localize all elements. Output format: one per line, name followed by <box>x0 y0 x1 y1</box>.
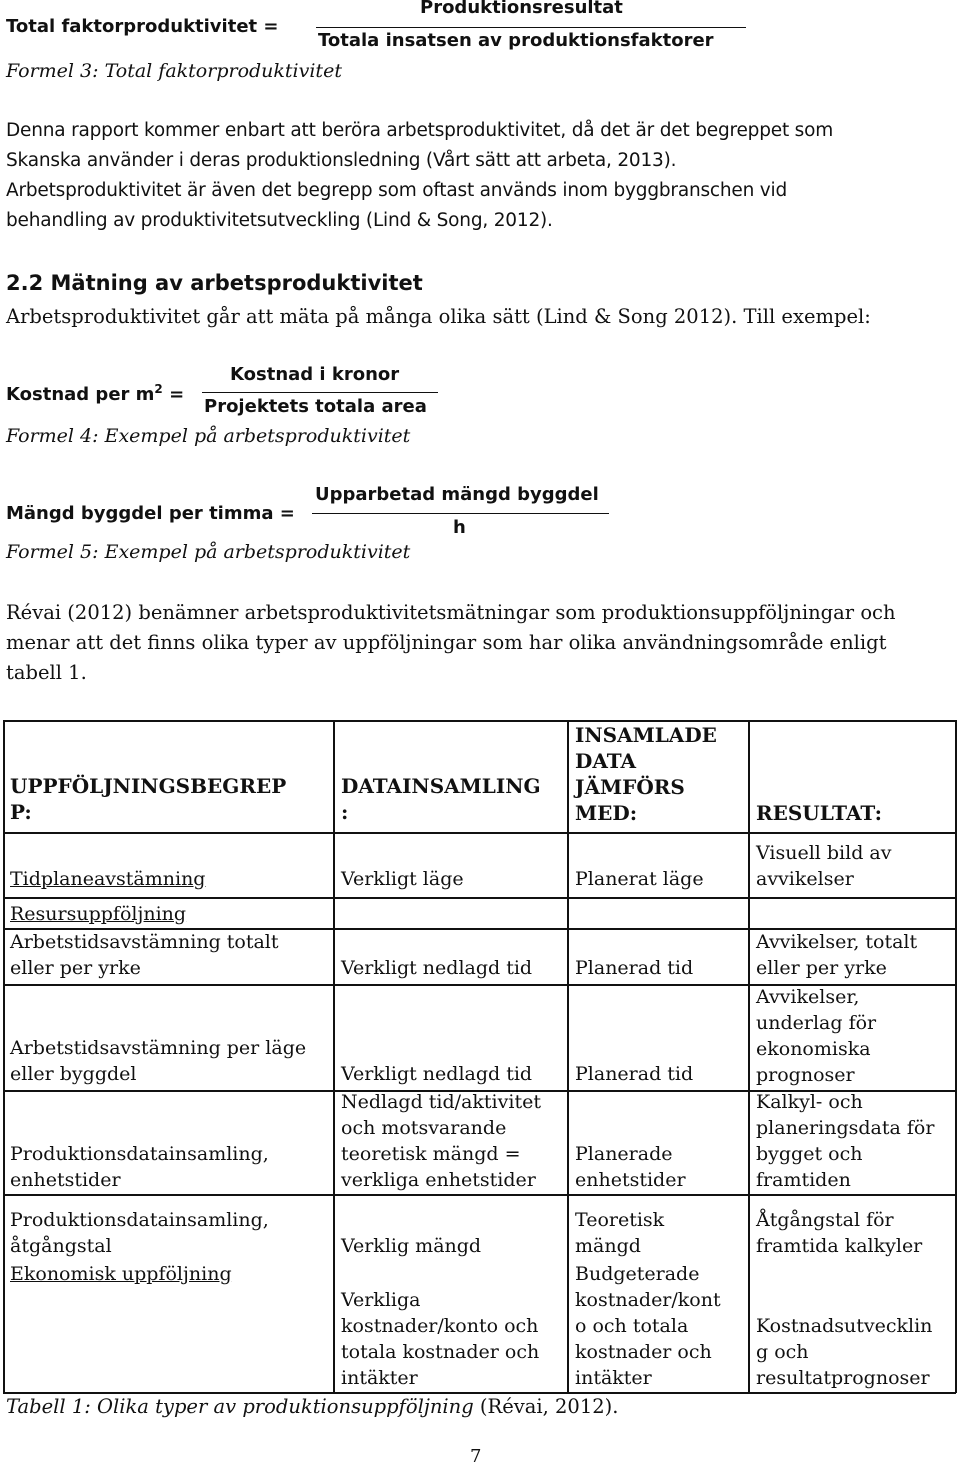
table-border-left <box>3 720 5 1393</box>
section-heading: 2.2 Mätning av arbetsproduktivitet <box>6 271 423 295</box>
table-row-economic-result: Kostnadsutvecklin g och resultatprognoser <box>756 1315 933 1389</box>
table-header-compared-with: INSAMLADE DATA JÄMFÖRS MED: <box>575 723 717 825</box>
formula5-numerator: Upparbetad mängd byggdel <box>315 484 599 505</box>
revai-paragraph <box>6 598 896 688</box>
table-row-consumption-result: Åtgångstal för framtida kalkyler <box>756 1209 923 1257</box>
table-row-worktime-total-compare: Planerad tid <box>575 957 694 979</box>
table-border-col4 <box>748 720 750 1393</box>
table-border-right <box>955 720 957 1393</box>
table-row-schedule-compare: Planerat läge <box>575 868 704 890</box>
table-row-unit-times-concept: Produktionsdatainsamling, enhetstider <box>10 1143 269 1191</box>
formula5-fraction-bar <box>312 513 609 514</box>
formula5-caption: Formel 5: Exempel på arbetsproduktivitet <box>6 541 411 563</box>
table-row-worktime-total-result: Avvikelser, totalt eller per yrke <box>756 931 918 979</box>
table-border-h2 <box>3 897 956 899</box>
table-row-economic-concept: Ekonomisk uppföljning <box>10 1263 232 1285</box>
formula3-denominator: Totala insatsen av produktionsfaktorer <box>318 30 714 51</box>
table-row-unit-times-data: Nedlagd tid/aktivitet och motsvarande teoretisk mängd = verkliga enhetstider <box>341 1091 541 1191</box>
table-row-consumption-compare: Teoretisk mängd <box>575 1209 665 1257</box>
table-row-unit-times-result: Kalkyl- och planeringsdata för bygget och framtiden <box>756 1091 935 1191</box>
table-row-schedule-data: Verkligt läge <box>341 868 464 890</box>
section-lead: Arbetsproduktivitet går att mäta på många olika sätt (Lind & Song 2012). Till exempel: <box>6 305 871 328</box>
table-row-worktime-location-result: Avvikelser, underlag för ekonomiska prognoser <box>756 986 877 1086</box>
table-row-schedule-concept: Tidplaneavstämning <box>10 868 206 890</box>
table-border-bottom <box>3 1392 956 1394</box>
formula4-lhs: Kostnad per $m^2$ = <box>6 382 185 405</box>
table-row-worktime-location-compare: Planerad tid <box>575 1063 694 1085</box>
table-row-resource-concept: Resursuppföljning <box>10 903 187 925</box>
table-border-h1 <box>3 832 956 834</box>
table-row-economic-compare: Budgeterade kostnader/kont o och totala kostnader och intäkter <box>575 1263 721 1389</box>
intro-line-3: Arbetsproduktivitet är även det begrepp som oftast används inom byggbranschen vid <box>6 180 788 201</box>
intro-line-4: behandling av produktivitetsutveckling (Lind & Song, 2012). <box>6 210 553 231</box>
table-row-worktime-location-data: Verkligt nedlagd tid <box>341 1063 533 1085</box>
table-row-consumption-concept: Produktionsdatainsamling, åtgångstal <box>10 1209 269 1257</box>
formula4-fraction-bar <box>202 392 438 393</box>
formula4-numerator: Kostnad i kronor <box>230 364 400 385</box>
intro-paragraph <box>6 116 833 236</box>
table-header-result: RESULTAT: <box>756 801 882 825</box>
table-header-followup-concept: UPPFÖLJNINGSBEGREP P: <box>10 774 287 824</box>
page-number: 7 <box>470 1446 482 1467</box>
formula3-numerator: Produktionsresultat <box>420 0 623 18</box>
table-row-unit-times-compare: Planerade enhetstider <box>575 1143 686 1191</box>
table-border-col2 <box>333 720 335 1393</box>
formula5-denominator: h <box>453 517 466 538</box>
table-row-schedule-result: Visuell bild av avvikelser <box>756 842 892 890</box>
table-border-col3 <box>567 720 569 1393</box>
intro-line-2: Skanska använder i deras produktionsledning (Vårt sätt att arbeta, 2013). <box>6 150 677 171</box>
formula3-lhs: Total faktorproduktivitet = <box>6 16 279 37</box>
table-row-worktime-location-concept: Arbetstidsavstämning per läge eller byggdel <box>10 1037 307 1085</box>
formula3-fraction-bar <box>316 27 746 28</box>
table-row-worktime-total-data: Verkligt nedlagd tid <box>341 957 533 979</box>
table-row-worktime-total-concept: Arbetstidsavstämning totalt eller per yrke <box>10 931 279 979</box>
formula3-caption: Formel 3: Total faktorproduktivitet <box>6 60 342 82</box>
intro-line-1: Denna rapport kommer enbart att beröra arbetsproduktivitet, då det är det begreppet som <box>6 120 834 141</box>
formula4-denominator: Projektets totala area <box>204 396 427 417</box>
formula5-lhs: Mängd byggdel per timma = <box>6 503 295 524</box>
table-border-h6 <box>3 1194 956 1196</box>
table-header-data-collection: DATAINSAMLING : <box>341 774 541 824</box>
revai-line-3: tabell 1. <box>6 661 87 684</box>
revai-line-1: Révai (2012) benämner arbetsproduktivitetsmätningar som produktionsuppföljningar och <box>6 601 896 624</box>
table-row-economic-data: Verkliga kostnader/konto och totala kostnader och intäkter <box>341 1289 540 1389</box>
table-border-top <box>3 720 956 722</box>
formula4-caption: Formel 4: Exempel på arbetsproduktivitet <box>6 425 411 447</box>
table-caption: Tabell 1: Olika typer av produktionsuppföljning (Révai, 2012). <box>6 1395 619 1418</box>
revai-line-2: menar att det finns olika typer av uppföljningar som har olika användningsområde enligt <box>6 631 887 654</box>
table-row-consumption-data: Verklig mängd <box>341 1235 482 1257</box>
